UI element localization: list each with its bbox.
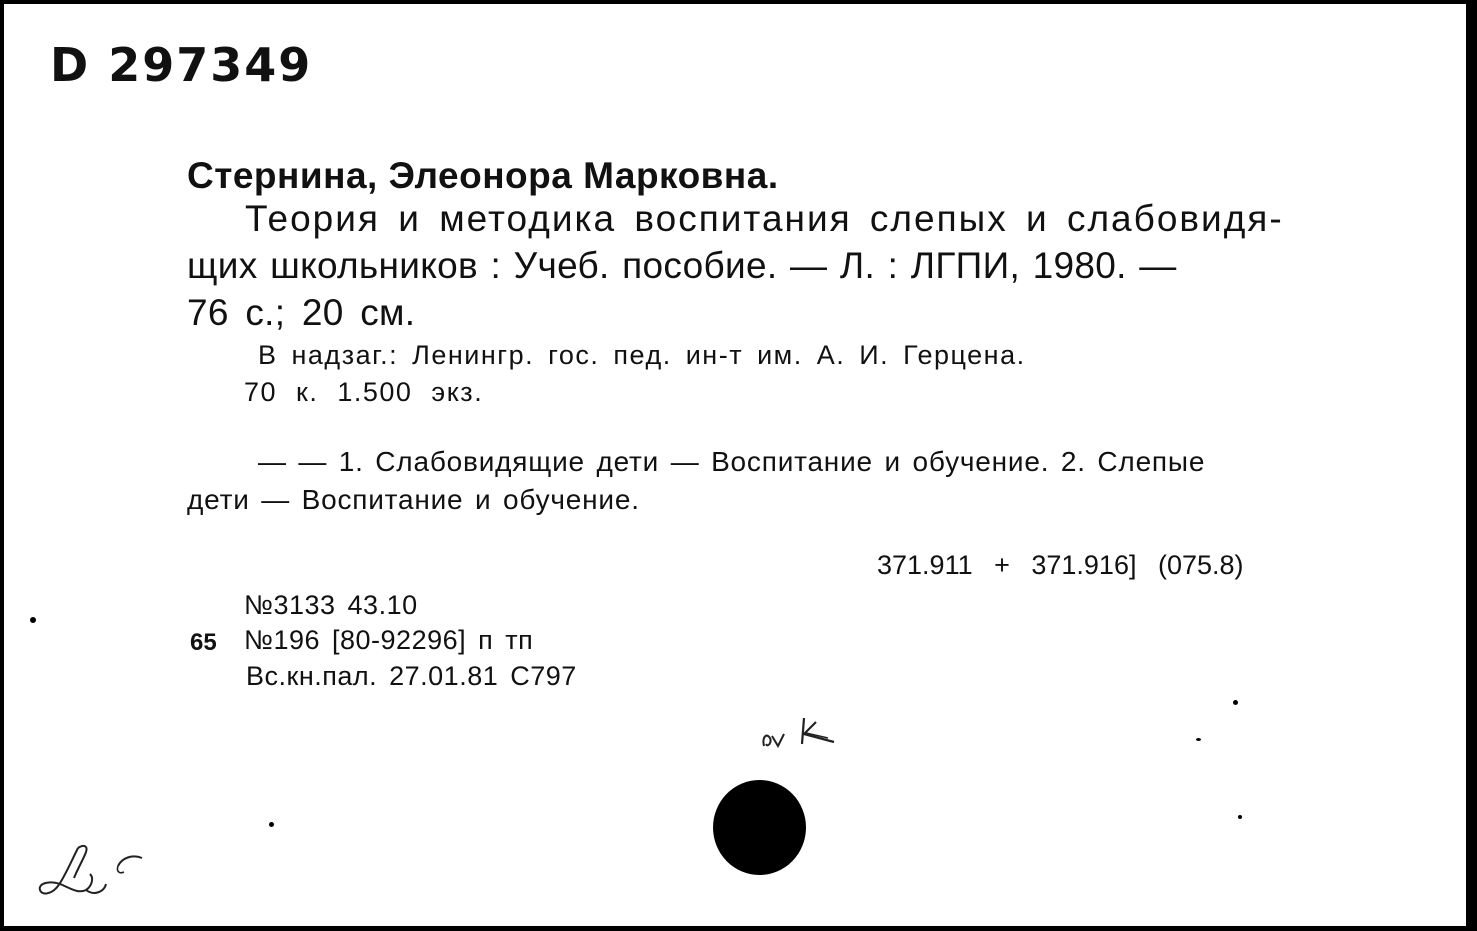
handwritten-signature bbox=[34, 838, 150, 910]
record-line-3: Вс.кн.пал. 27.01.81 С797 bbox=[246, 661, 577, 691]
title-line-3: 76 с.; 20 см. bbox=[187, 292, 416, 333]
card-number: D 297349 bbox=[50, 38, 313, 92]
scan-border-bottom bbox=[0, 926, 1477, 931]
subject-line-1: — — 1. Слабовидящие дети — Воспитание и обучение. 2. Слепые bbox=[258, 446, 1206, 477]
title-line-2: щих школьников : Учеб. пособие. — Л. : ЛГПИ, 1980. — bbox=[187, 245, 1177, 286]
speck bbox=[269, 822, 274, 827]
author-heading: Стернина, Элеонора Марковна. bbox=[187, 155, 779, 196]
speck bbox=[1196, 738, 1201, 741]
price-print-run: 70 к. 1.500 экз. bbox=[244, 377, 484, 407]
scan-border-right bbox=[1466, 0, 1477, 931]
speck bbox=[1238, 815, 1242, 819]
note-line-1: В надзаг.: Ленингр. гос. пед. ин-т им. А. И. Герцена. bbox=[258, 340, 1026, 370]
record-line-2: №196 [80-92296] п тп bbox=[244, 625, 534, 655]
punch-hole bbox=[713, 780, 806, 875]
record-prefix: 65 bbox=[190, 629, 217, 656]
subject-line-2: дети — Воспитание и обучение. bbox=[187, 484, 640, 515]
title-line-1: Теория и методика воспитания слепых и слабовидя- bbox=[245, 198, 1284, 239]
speck bbox=[1233, 700, 1238, 705]
scan-border-left bbox=[0, 0, 4, 931]
scan-border-top bbox=[0, 0, 1477, 4]
record-line-1: №3133 43.10 bbox=[244, 590, 418, 620]
handwritten-nk-mark bbox=[758, 712, 840, 754]
speck bbox=[30, 617, 36, 623]
udc-classification: 371.911 + 371.916] (075.8) bbox=[877, 550, 1244, 580]
